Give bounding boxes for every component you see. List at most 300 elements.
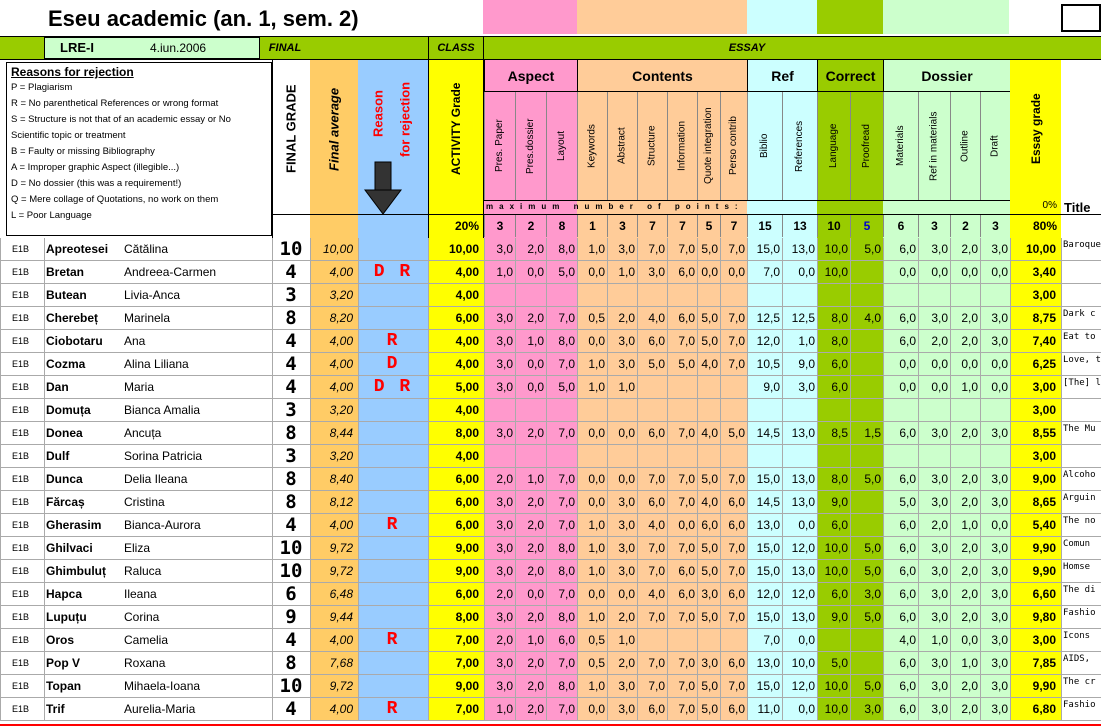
row-score: 8,0 [831, 311, 848, 325]
row-score: 5,0 [831, 656, 848, 670]
reasons-title: Reasons for rejection [11, 65, 134, 79]
row-final-grade: 3 [285, 284, 297, 306]
row-surname: Ghimbuluț [46, 564, 106, 578]
row-score: 0,0 [527, 587, 544, 601]
row-score: 15,0 [756, 242, 780, 256]
row-score: 6,0 [678, 564, 695, 578]
row-reason [358, 606, 428, 629]
row-score: 10,0 [824, 541, 848, 555]
reason-line: Q = Mere collage of Quotations, no work on them [11, 194, 219, 205]
row-title: Homse [1063, 562, 1091, 572]
row-final-average: 4,00 [329, 518, 353, 532]
row-score: 6,0 [899, 610, 916, 624]
band-class: CLASS [437, 42, 475, 54]
row-score: 1,0 [588, 242, 605, 256]
row-essay-grade: 3,00 [1032, 403, 1056, 417]
row-score: 0,0 [991, 518, 1008, 532]
row-score: 0,0 [899, 357, 916, 371]
row-score [697, 376, 720, 399]
table-row[interactable] [0, 583, 1101, 606]
row-score: 3,0 [991, 472, 1008, 486]
row-score: 3,0 [496, 426, 513, 440]
criterion-max: 3 [918, 215, 950, 237]
table-row[interactable] [0, 606, 1101, 629]
row-final-average: 8,44 [329, 426, 353, 440]
row-score: 7,0 [678, 426, 695, 440]
row-score: 3,0 [618, 702, 635, 716]
row-score: 0,0 [931, 357, 948, 371]
row-score: 4,0 [701, 495, 718, 509]
row-score: 3,0 [991, 495, 1008, 509]
essay-grade-header: Essay grade [1029, 93, 1043, 165]
criterion-max: 8 [546, 215, 577, 237]
band-essay: ESSAY [728, 42, 766, 54]
row-score: 10,0 [824, 702, 848, 716]
table-row[interactable] [0, 284, 1101, 307]
table-row[interactable] [0, 652, 1101, 675]
criterion-label: Perso contrib [728, 116, 739, 176]
row-score: 6,0 [831, 357, 848, 371]
row-score: 4,0 [701, 426, 718, 440]
row-reason [358, 307, 428, 330]
row-score: 8,0 [558, 564, 575, 578]
table-row[interactable] [0, 445, 1101, 468]
row-score: 2,0 [527, 495, 544, 509]
row-given-name: Corina [124, 610, 160, 624]
row-score [782, 445, 817, 468]
row-score [918, 399, 950, 422]
row-final-average: 3,20 [329, 449, 353, 463]
reason-header-line1: Reason [370, 90, 386, 138]
row-code: E1B [12, 566, 30, 576]
row-score: 3,0 [864, 702, 881, 716]
row-score: 4,0 [648, 587, 665, 601]
row-score: 6,0 [899, 334, 916, 348]
row-score: 3,0 [496, 380, 513, 394]
row-activity-grade: 6,00 [455, 495, 479, 509]
row-score [817, 445, 850, 468]
row-score: 3,0 [496, 311, 513, 325]
row-given-name: Maria [124, 380, 155, 394]
row-score: 3,0 [991, 242, 1008, 256]
table-row[interactable] [0, 376, 1101, 399]
row-title: [The] l [1063, 378, 1101, 388]
row-score: 15,0 [756, 679, 780, 693]
row-score: 1,0 [588, 564, 605, 578]
row-score [697, 629, 720, 652]
criterion-label: Layout [556, 130, 567, 162]
row-score: 3,0 [496, 610, 513, 624]
row-final-grade: 4 [285, 353, 297, 375]
row-code: E1B [12, 405, 30, 415]
row-score: 3,0 [991, 610, 1008, 624]
row-score: 13,0 [791, 610, 815, 624]
row-given-name: Cristina [124, 495, 165, 509]
row-activity-grade: 8,00 [455, 426, 479, 440]
row-score [980, 399, 1010, 422]
row-score: 7,0 [678, 242, 695, 256]
row-score: 0,0 [931, 380, 948, 394]
row-title: The cr [1063, 677, 1096, 687]
essay-weight-top: 0% [1042, 200, 1057, 211]
row-score: 11,0 [757, 702, 780, 716]
name-box[interactable] [1061, 4, 1101, 32]
criterion-max: 2 [515, 215, 546, 237]
row-score: 10,0 [824, 679, 848, 693]
row-code: E1B [12, 589, 30, 599]
row-final-average: 8,12 [329, 495, 353, 509]
row-score: 3,0 [496, 518, 513, 532]
row-score: 7,0 [763, 265, 780, 279]
row-score: 0,0 [961, 357, 978, 371]
criterion-max: 7 [637, 215, 667, 237]
row-given-name: Mihaela-Ioana [124, 679, 201, 693]
row-final-average: 9,72 [329, 679, 353, 693]
criterion-label: Biblio [759, 133, 770, 159]
row-score [883, 399, 918, 422]
row-score: 10,0 [824, 242, 848, 256]
row-surname: Hapca [46, 587, 83, 601]
row-score: 2,0 [527, 656, 544, 670]
row-score: 7,0 [558, 518, 575, 532]
row-surname: Lupuțu [46, 610, 87, 624]
row-score: 6,0 [701, 518, 718, 532]
row-activity-grade: 4,00 [455, 288, 479, 302]
criterion-max: 3 [980, 215, 1010, 237]
table-row[interactable] [0, 629, 1101, 652]
row-activity-grade: 5,00 [455, 380, 479, 394]
row-score: 0,5 [588, 633, 605, 647]
reasons-legend [6, 62, 272, 236]
row-score [850, 514, 883, 537]
row-score [850, 445, 883, 468]
row-score: 7,0 [763, 633, 780, 647]
row-essay-grade: 8,65 [1032, 495, 1056, 509]
row-final-grade: 10 [279, 560, 303, 582]
row-score: 2,0 [961, 311, 978, 325]
criterion-max: 5 [697, 215, 720, 237]
row-score: 5,0 [701, 564, 718, 578]
max-points-label: maximum number of points: [486, 202, 744, 211]
table-row[interactable] [0, 514, 1101, 537]
criterion-label: Outline [959, 130, 971, 162]
row-activity-grade: 4,00 [455, 449, 479, 463]
row-score: 3,0 [701, 656, 718, 670]
row-score: 3,0 [991, 702, 1008, 716]
row-score: 3,0 [931, 702, 948, 716]
row-score: 2,0 [527, 541, 544, 555]
row-score: 3,0 [931, 679, 948, 693]
table-row[interactable] [0, 261, 1101, 284]
row-final-average: 4,00 [329, 334, 353, 348]
row-score: 2,0 [496, 587, 513, 601]
row-score: 12,0 [791, 587, 815, 601]
row-surname: Dunca [46, 472, 83, 486]
row-essay-grade: 8,75 [1032, 311, 1056, 325]
row-score: 5,0 [678, 357, 695, 371]
row-score: 3,0 [618, 564, 635, 578]
row-score: 3,0 [931, 426, 948, 440]
table-row[interactable] [0, 399, 1101, 422]
row-surname: Cozma [46, 357, 86, 371]
row-essay-grade: 3,00 [1032, 288, 1056, 302]
row-score: 7,0 [728, 564, 745, 578]
row-title: Baroque [1063, 240, 1101, 250]
row-score: 4,0 [701, 357, 718, 371]
row-score: 3,0 [931, 311, 948, 325]
row-score: 5,0 [864, 610, 881, 624]
table-row[interactable] [0, 560, 1101, 583]
reason-line: P = Plagiarism [11, 82, 73, 93]
row-score: 5,0 [701, 334, 718, 348]
row-given-name: Eliza [124, 541, 151, 555]
row-reason: R [386, 331, 400, 351]
row-score: 2,0 [527, 702, 544, 716]
row-score: 3,0 [931, 541, 948, 555]
criterion-label: Structure [646, 125, 658, 167]
row-final-average: 8,20 [329, 311, 353, 325]
row-score: 5,0 [899, 495, 916, 509]
row-score: 9,0 [763, 380, 780, 394]
row-score: 3,0 [931, 656, 948, 670]
row-score: 0,0 [701, 265, 718, 279]
criterion-max: 3 [484, 215, 515, 237]
row-score: 7,0 [648, 541, 665, 555]
row-final-grade: 8 [285, 652, 297, 674]
row-score: 8,0 [558, 610, 575, 624]
table-row[interactable] [0, 238, 1101, 261]
row-score [850, 330, 883, 353]
row-score: 7,0 [648, 679, 665, 693]
row-essay-grade: 10,00 [1025, 242, 1056, 256]
row-activity-grade: 4,00 [455, 357, 479, 371]
row-score: 3,0 [496, 495, 513, 509]
row-score: 7,0 [728, 357, 745, 371]
row-score [720, 399, 747, 422]
row-code: E1B [12, 497, 30, 507]
row-final-grade: 8 [285, 491, 297, 513]
row-score [667, 445, 697, 468]
row-score: 2,0 [527, 564, 544, 578]
table-row[interactable] [0, 353, 1101, 376]
row-score: 3,0 [931, 564, 948, 578]
group-header-2: Ref [747, 60, 817, 92]
row-final-average: 6,48 [329, 587, 353, 601]
row-score: 14,5 [756, 495, 780, 509]
table-row[interactable] [0, 422, 1101, 445]
row-score: 1,0 [527, 472, 544, 486]
row-score: 7,0 [678, 656, 695, 670]
row-final-average: 4,00 [329, 702, 353, 716]
row-score: 6,0 [899, 311, 916, 325]
row-score: 9,0 [831, 610, 848, 624]
row-title: Fashio [1063, 608, 1096, 618]
row-given-name: Marinela [124, 311, 171, 325]
row-score: 7,0 [558, 357, 575, 371]
row-score: 13,0 [791, 242, 815, 256]
row-title: Fashio [1063, 700, 1096, 710]
row-score [484, 399, 515, 422]
row-final-grade: 3 [285, 445, 297, 467]
table-row[interactable] [0, 675, 1101, 698]
row-essay-grade: 9,90 [1032, 564, 1056, 578]
row-score: 1,0 [496, 702, 513, 716]
row-score [667, 284, 697, 307]
reason-line: D = No dossier (this was a requirement!) [11, 178, 182, 189]
row-score [883, 445, 918, 468]
table-row[interactable] [0, 698, 1101, 721]
row-score [747, 399, 782, 422]
row-score: 6,0 [728, 656, 745, 670]
row-final-grade: 10 [279, 537, 303, 559]
row-score: 5,0 [648, 357, 665, 371]
final-grade-header: FINAL GRADE [283, 84, 299, 174]
row-score: 2,0 [618, 656, 635, 670]
row-score [850, 491, 883, 514]
row-score: 6,0 [899, 564, 916, 578]
row-score: 3,0 [931, 610, 948, 624]
table-row[interactable] [0, 491, 1101, 514]
row-surname: Cherebeț [46, 311, 99, 325]
row-score: 7,0 [558, 587, 575, 601]
row-score: 4,0 [864, 311, 881, 325]
row-score: 7,0 [558, 426, 575, 440]
row-reason: D [386, 354, 400, 374]
row-given-name: Camelia [124, 633, 169, 647]
row-score [697, 399, 720, 422]
table-row[interactable] [0, 468, 1101, 491]
row-surname: Fărcaș [46, 495, 85, 509]
row-score: 0,0 [588, 426, 605, 440]
row-score: 2,0 [961, 426, 978, 440]
criterion-max: 2 [950, 215, 980, 237]
row-score [637, 284, 667, 307]
row-title: AIDS, [1063, 654, 1091, 664]
row-score: 2,0 [961, 242, 978, 256]
reason-line: B = Faulty or missing Bibliography [11, 146, 155, 157]
row-activity-grade: 6,00 [455, 472, 479, 486]
row-score: 13,0 [791, 495, 815, 509]
criterion-label: Language [828, 123, 839, 169]
row-code: E1B [12, 290, 30, 300]
row-reason [358, 652, 428, 675]
row-score: 12,5 [756, 311, 780, 325]
row-score [918, 284, 950, 307]
row-score: 6,0 [899, 656, 916, 670]
row-score: 6,0 [678, 265, 695, 279]
row-essay-grade: 6,25 [1032, 357, 1056, 371]
row-score: 3,0 [931, 242, 948, 256]
row-score: 2,0 [961, 472, 978, 486]
row-surname: Ciobotaru [46, 334, 103, 348]
title-column-header: Title [1064, 200, 1091, 215]
row-score: 3,0 [991, 426, 1008, 440]
row-score: 0,5 [588, 656, 605, 670]
row-reason: R [386, 699, 400, 719]
row-code: E1B [12, 681, 30, 691]
row-code: E1B [12, 267, 30, 277]
row-final-average: 8,40 [329, 472, 353, 486]
row-surname: Gherasim [46, 518, 102, 532]
row-score [850, 399, 883, 422]
row-title: Icons [1063, 631, 1091, 641]
row-score: 0,0 [991, 357, 1008, 371]
row-score: 7,0 [678, 472, 695, 486]
row-score: 3,0 [931, 587, 948, 601]
row-score: 0,0 [931, 265, 948, 279]
row-final-grade: 10 [279, 238, 303, 260]
row-reason [358, 238, 428, 261]
row-score: 5,0 [864, 564, 881, 578]
row-score: 0,0 [588, 334, 605, 348]
final-average-header: Final average [326, 87, 342, 171]
row-score: 2,0 [496, 472, 513, 486]
criterion-max: 10 [817, 215, 850, 237]
row-essay-grade: 3,00 [1032, 633, 1056, 647]
row-score [720, 284, 747, 307]
row-essay-grade: 5,40 [1032, 518, 1056, 532]
row-score: 3,0 [991, 564, 1008, 578]
row-score: 7,0 [728, 311, 745, 325]
row-score: 0,0 [618, 587, 635, 601]
row-score: 7,0 [678, 610, 695, 624]
row-score: 7,0 [558, 656, 575, 670]
row-final-grade: 4 [285, 261, 297, 283]
row-score: 3,0 [931, 472, 948, 486]
row-score: 1,0 [527, 633, 544, 647]
row-score: 5,0 [701, 541, 718, 555]
row-score: 12,5 [791, 311, 815, 325]
row-score: 0,0 [899, 380, 916, 394]
row-score: 3,0 [496, 679, 513, 693]
row-score: 0,0 [588, 702, 605, 716]
row-score: 6,0 [678, 587, 695, 601]
row-surname: Oros [46, 633, 75, 647]
row-code: E1B [12, 336, 30, 346]
criterion-max: 15 [747, 215, 782, 237]
row-score: 1,0 [618, 380, 635, 394]
table-row[interactable] [0, 307, 1101, 330]
row-code: E1B [12, 428, 30, 438]
row-score [950, 284, 980, 307]
row-score [980, 445, 1010, 468]
row-score: 3,0 [618, 495, 635, 509]
row-score: 13,0 [791, 472, 815, 486]
table-row[interactable] [0, 537, 1101, 560]
row-score: 2,0 [527, 311, 544, 325]
row-score: 5,0 [728, 426, 745, 440]
row-title: Comun [1063, 539, 1091, 549]
row-score: 1,0 [588, 541, 605, 555]
row-code: E1B [12, 520, 30, 530]
table-row[interactable] [0, 330, 1101, 353]
row-title [1063, 284, 1101, 307]
row-score: 6,0 [648, 334, 665, 348]
date-label: 4.iun.2006 [150, 41, 207, 55]
row-final-average: 4,00 [329, 357, 353, 371]
row-score: 5,0 [864, 541, 881, 555]
row-score: 2,0 [931, 334, 948, 348]
row-given-name: Delia Ileana [124, 472, 188, 486]
row-score: 3,0 [991, 679, 1008, 693]
row-score: 6,0 [728, 587, 745, 601]
row-score: 2,0 [527, 426, 544, 440]
row-score: 6,0 [899, 472, 916, 486]
row-score: 7,0 [678, 541, 695, 555]
criterion-label: Ref in materials [928, 111, 940, 181]
row-reason: D R [373, 262, 413, 282]
row-score: 7,0 [648, 656, 665, 670]
